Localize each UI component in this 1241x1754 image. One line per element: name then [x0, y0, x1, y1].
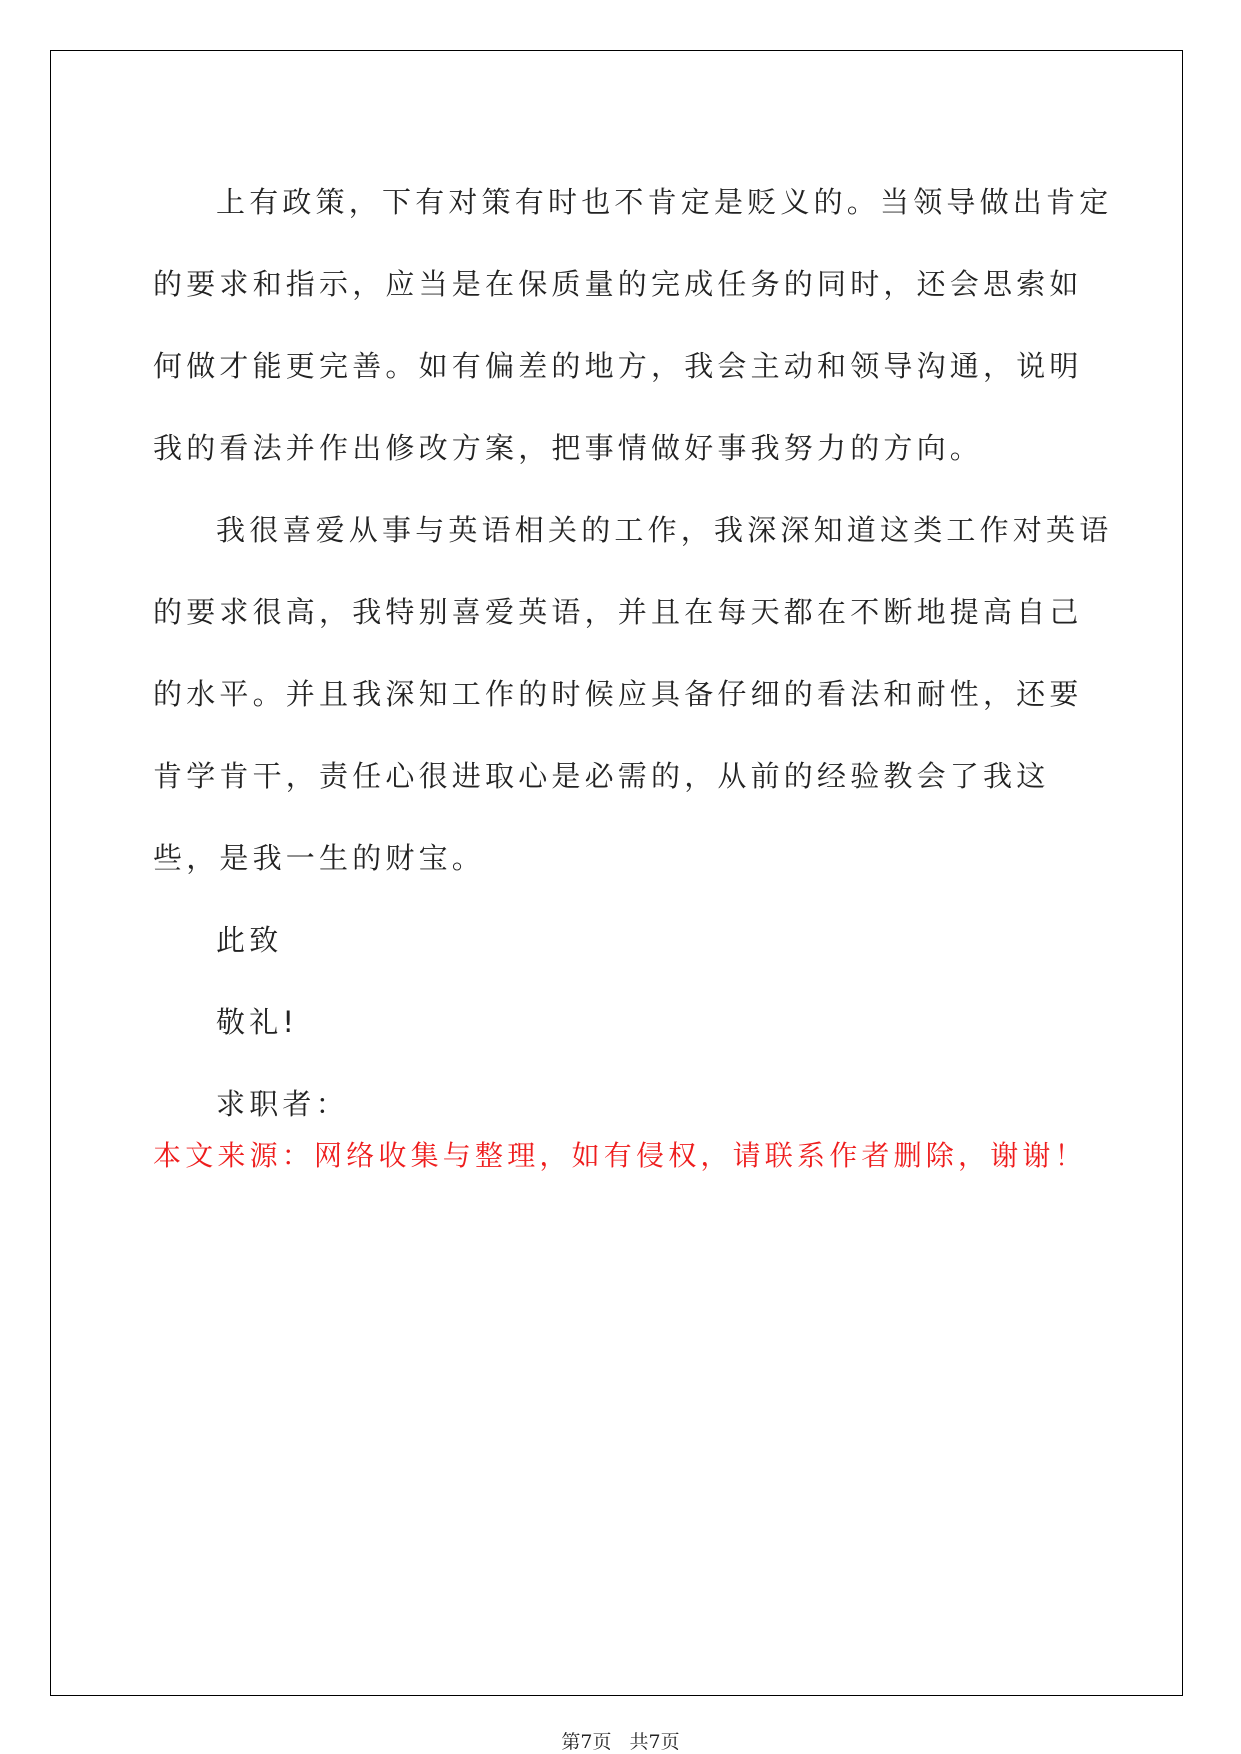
letter-body [153, 161, 1113, 1145]
source-disclaimer: 本文来源：网络收集与整理，如有侵权，请联系作者删除，谢谢！ [153, 1139, 1087, 1172]
total-pages: 共7页 [629, 1731, 680, 1753]
closing-salutation: 此致 [216, 923, 283, 957]
paragraph-1: 上有政策，下有对策有时也不肯定是贬义的。当领导做出肯定的要求和指示，应当是在保质量的完成任务的同时，还会思索如何做才能更完善。如有偏差的地方，我会主动和领导沟通，说明我的看法并作出修改方案，把事情做好事我努力的方向。 [153, 185, 1113, 465]
paragraph-2: 我很喜爱从事与英语相关的工作，我深深知道这类工作对英语的要求很高，我特别喜爱英语，并且在每天都在不断地提高自己的水平。并且我深知工作的时候应具备仔细的看法和耐性，还要肯学肯干，责任心很进取心是必需的，从前的经验教会了我这些，是我一生的财宝。 [153, 513, 1113, 875]
page-footer [0, 1727, 1241, 1754]
current-page-number: 第7页 [561, 1731, 612, 1753]
closing-regards: 敬礼! [216, 1005, 299, 1039]
signature-line: 求职者： [216, 1087, 349, 1121]
